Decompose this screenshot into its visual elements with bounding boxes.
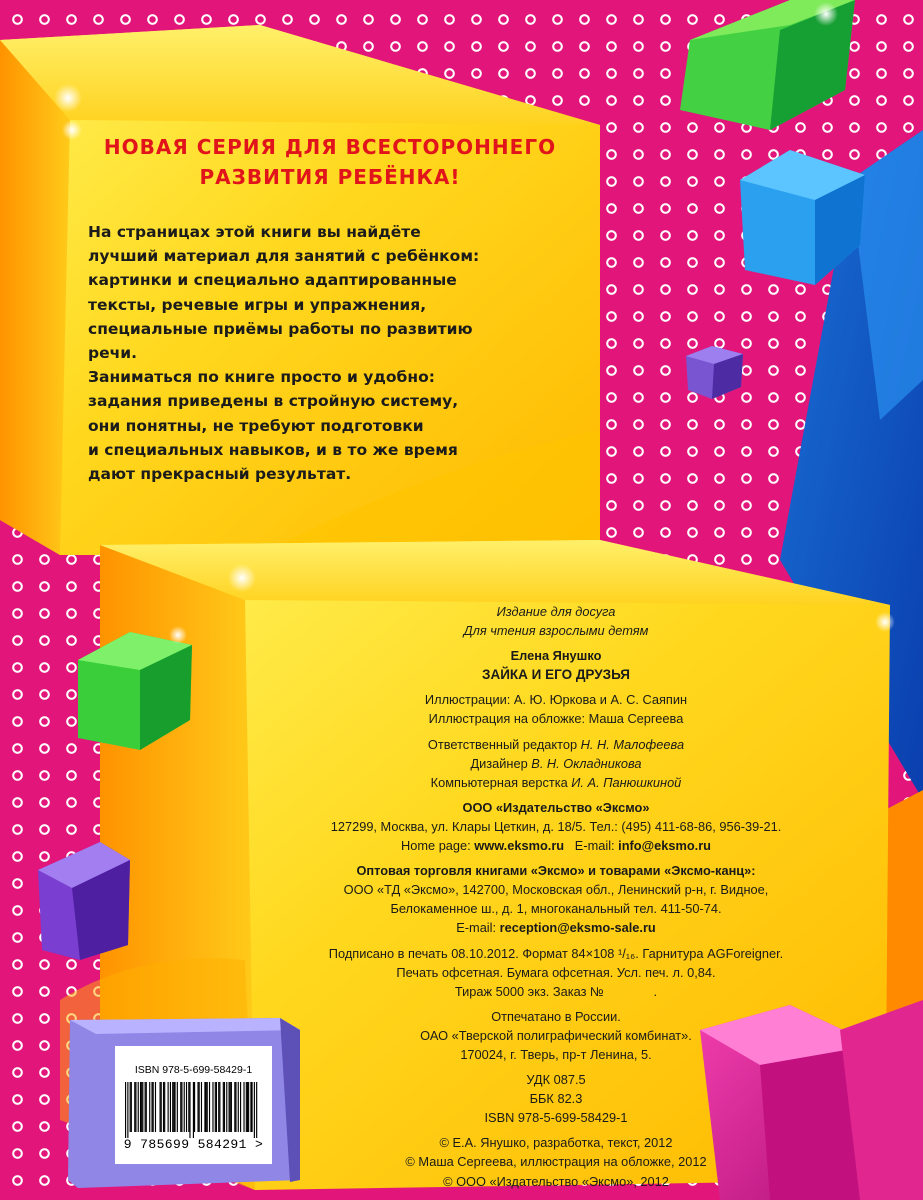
printed-in: Отпечатано в России.	[491, 1008, 621, 1024]
barcode-bar	[252, 1082, 253, 1132]
barcode-bar	[181, 1082, 182, 1132]
barcode-icon	[125, 1082, 262, 1138]
email-link[interactable]: info@eksmo.ru	[618, 838, 711, 854]
barcode-bar	[230, 1082, 231, 1132]
barcode-bar	[151, 1082, 152, 1132]
isbn: ISBN 978-5-699-58429-1	[484, 1110, 628, 1126]
barcode-bar	[226, 1082, 227, 1132]
barcode-bar	[254, 1082, 255, 1138]
barcode-bar	[180, 1082, 181, 1132]
barcode-bar	[234, 1082, 235, 1132]
barcode-bar	[161, 1082, 162, 1132]
barcode-bar	[131, 1082, 132, 1132]
headline-line-1: НОВАЯ СЕРИЯ ДЛЯ ВСЕСТОРОННЕГО	[103, 135, 557, 159]
print-specs: Печать офсетная. Бумага офсетная. Усл. печ. л. 0,84.	[396, 964, 716, 980]
barcode-bar	[142, 1082, 143, 1132]
barcode-bar	[153, 1082, 154, 1132]
headline-line-2: РАЗВИТИЯ РЕБЁНКА!	[199, 165, 461, 189]
barcode-bar	[235, 1082, 236, 1132]
barcode-bar	[243, 1082, 244, 1132]
barcode-bar	[207, 1082, 208, 1132]
wholesale-title: Оптовая торговля книгами «Эксмо» и товарами «Эксмо-канц»:	[356, 863, 756, 879]
barcode-bar	[163, 1082, 164, 1132]
barcode-bar	[199, 1082, 200, 1132]
barcode-bar	[256, 1082, 257, 1138]
intro-line: речи.	[88, 344, 137, 363]
barcode-bar	[184, 1082, 185, 1132]
editor-credit: Ответственный редактор Н. Н. Малофеева	[427, 736, 685, 752]
printer-address: 170024, г. Тверь, пр-т Ленина, 5.	[460, 1046, 652, 1062]
homepage-link[interactable]: www.eksmo.ru	[474, 838, 565, 854]
barcode-bar	[197, 1082, 198, 1132]
barcode-bar	[173, 1082, 174, 1132]
intro-line: специальные приёмы работы по развитию	[88, 319, 473, 338]
intro-line: лучший материал для занятий с ребёнком:	[88, 247, 480, 266]
barcode-bar	[168, 1082, 169, 1132]
intro-paragraph	[88, 220, 588, 486]
print-run: Тираж 5000 экз. Заказ № .	[454, 983, 658, 999]
intro-line: тексты, речевые игры и упражнения,	[88, 295, 427, 314]
illustrators: Иллюстрации: А. Ю. Юркова и А. С. Саяпин	[424, 692, 688, 708]
wholesale-line: Белокаменное ш., д. 1, многоканальный тел. 411-50-74.	[390, 901, 722, 917]
reader-age: Для чтения взрослыми детям	[463, 623, 649, 639]
print-specs: Подписано в печать 08.10.2012. Формат 84×108 ¹/₁₆. Гарнитура AGForeigner.	[328, 945, 784, 961]
barcode-bar	[135, 1082, 136, 1132]
barcode-bar	[216, 1082, 217, 1132]
barcode-isbn: ISBN 978-5-699-58429-1	[134, 1064, 253, 1076]
barcode-bar	[146, 1082, 147, 1132]
cover-illustrator: Иллюстрация на обложке: Маша Сергеева	[428, 711, 684, 727]
intro-line: Заниматься по книге просто и удобно:	[88, 368, 435, 387]
barcode-bar	[138, 1082, 139, 1132]
barcode-bar	[140, 1082, 141, 1132]
barcode-bar	[177, 1082, 178, 1132]
intro-line: и специальных навыков, и в то же время	[88, 440, 458, 459]
barcode-bar	[206, 1082, 207, 1132]
barcode-bar	[218, 1082, 219, 1132]
barcode-bar	[240, 1082, 241, 1132]
intro-line: они понятны, не требуют подготовки	[88, 416, 424, 435]
intro-line: дают прекрасный результат.	[88, 465, 352, 484]
barcode-bar	[164, 1082, 165, 1132]
barcode-bar	[204, 1082, 205, 1132]
edition-type: Издание для досуга	[496, 604, 616, 619]
intro-line: картинки и специально адаптированные	[88, 271, 457, 290]
barcode-bar	[247, 1082, 248, 1132]
barcode-bar	[188, 1082, 189, 1132]
publisher-web: Home page: www.eksmo.ru E-mail: info@eksmo.ru	[401, 838, 711, 854]
barcode-bar	[224, 1082, 225, 1132]
barcode-bar	[155, 1082, 156, 1132]
barcode-bar	[219, 1082, 220, 1132]
barcode-bar	[212, 1082, 213, 1132]
barcode-bar	[246, 1082, 247, 1132]
copyright-line: © Маша Сергеева, иллюстрация на обложке, 2012	[405, 1154, 707, 1170]
wholesale-email-link[interactable]: reception@eksmo-sale.ru	[499, 920, 656, 936]
barcode-bar	[170, 1082, 171, 1132]
barcode-bar	[229, 1082, 230, 1132]
barcode-bar	[149, 1082, 150, 1132]
barcode-bar	[125, 1082, 126, 1138]
layout-credit: Компьютерная верстка И. А. Панюшкиной	[430, 774, 682, 790]
barcode-bar	[130, 1082, 131, 1132]
copyright-line: © ООО «Издательство «Эксмо», 2012	[443, 1173, 669, 1189]
series-headline	[100, 132, 560, 192]
barcode-bar	[248, 1082, 249, 1132]
barcode-bar	[201, 1082, 202, 1132]
barcode-bar	[193, 1082, 194, 1138]
copyright-line: © Е.А. Янушко, разработка, текст, 2012	[439, 1135, 673, 1151]
barcode-bar	[189, 1082, 190, 1138]
barcode-bar	[134, 1082, 135, 1132]
wholesale-line: ООО «ТД «Эксмо», 142700, Московская обл., Ленинский р-н, г. Видное,	[343, 882, 769, 898]
barcode-bar	[186, 1082, 187, 1132]
barcode-bar	[215, 1082, 216, 1132]
intro-line: На страницах этой книги вы найдёте	[88, 223, 421, 241]
barcode-bar	[238, 1082, 239, 1132]
barcode-bar	[250, 1082, 251, 1132]
barcode-bar	[174, 1082, 175, 1132]
author: Елена Янушко	[510, 648, 602, 664]
barcode-bar	[172, 1082, 173, 1132]
publisher-name: ООО «Издательство «Эксмо»	[462, 799, 650, 815]
imprint-block	[246, 602, 866, 1191]
barcode-bar	[141, 1082, 142, 1132]
printer-name: ОАО «Тверской полиграфический комбинат».	[420, 1027, 692, 1043]
bbk-code: ББК 82.3	[529, 1091, 583, 1107]
barcode-bar	[160, 1082, 161, 1132]
barcode-bar	[223, 1082, 224, 1132]
barcode-label	[115, 1046, 272, 1164]
barcode-bar	[194, 1082, 195, 1132]
publisher-address: 127299, Москва, ул. Клары Цеткин, д. 18/5. Тел.: (495) 411-68-86, 956-39-21.	[330, 818, 782, 834]
designer-credit: Дизайнер В. Н. Окладникова	[470, 755, 642, 771]
book-title: ЗАЙКА И ЕГО ДРУЗЬЯ	[481, 667, 631, 683]
wholesale-email: E-mail: reception@eksmo-sale.ru	[456, 920, 656, 936]
udk-code: УДК 087.5	[526, 1072, 586, 1088]
barcode-digits: 9 785699 584291 >	[123, 1137, 264, 1152]
barcode-bar	[145, 1082, 146, 1132]
barcode-bar	[209, 1082, 210, 1132]
intro-line: задания приведены в стройную систему,	[88, 392, 459, 411]
barcode-bar	[127, 1082, 128, 1138]
barcode-bar	[231, 1082, 232, 1132]
